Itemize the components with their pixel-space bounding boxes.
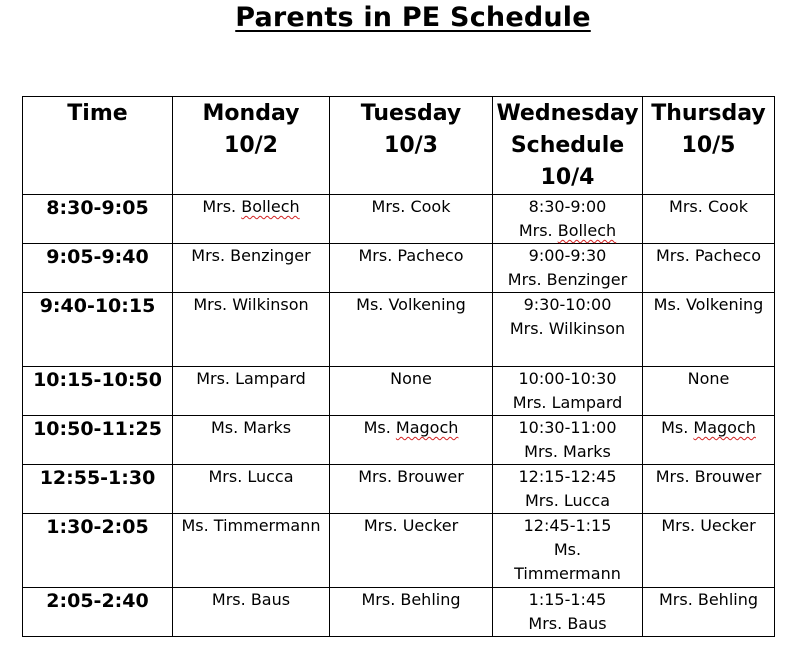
schedule-table bbox=[22, 96, 775, 637]
thursday-cell: Mrs. Pacheco bbox=[643, 244, 775, 293]
wednesday-cell: 8:30-9:00 Mrs. Bollech bbox=[493, 195, 643, 244]
table-row bbox=[23, 465, 775, 514]
wednesday-cell: 9:00-9:30 Mrs. Benzinger bbox=[493, 244, 643, 293]
time-slot: 1:30-2:05 bbox=[23, 514, 173, 588]
monday-cell: Mrs. Benzinger bbox=[173, 244, 330, 293]
time-slot: 9:05-9:40 bbox=[23, 244, 173, 293]
header-tuesday: Tuesday 10/3 bbox=[330, 97, 493, 195]
thursday-cell: None bbox=[643, 367, 775, 416]
spellcheck-word: Magoch bbox=[395, 418, 459, 437]
header-wednesday: Wednesday Schedule 10/4 bbox=[493, 97, 643, 195]
tuesday-cell: Mrs. Uecker bbox=[330, 514, 493, 588]
thursday-cell: Ms. Volkening bbox=[643, 293, 775, 367]
thursday-cell: Mrs. Behling bbox=[643, 588, 775, 637]
monday-cell: Mrs. Lucca bbox=[173, 465, 330, 514]
tuesday-cell: Mrs. Brouwer bbox=[330, 465, 493, 514]
header-time: Time bbox=[23, 97, 173, 195]
tuesday-cell: Mrs. Cook bbox=[330, 195, 493, 244]
monday-cell: Mrs. Lampard bbox=[173, 367, 330, 416]
tuesday-cell: Ms. Volkening bbox=[330, 293, 493, 367]
time-slot: 8:30-9:05 bbox=[23, 195, 173, 244]
thursday-cell: Mrs. Brouwer bbox=[643, 465, 775, 514]
table-row bbox=[23, 293, 775, 367]
thursday-cell: Mrs. Cook bbox=[643, 195, 775, 244]
wednesday-cell: 12:45-1:15 Ms. Timmermann bbox=[493, 514, 643, 588]
wednesday-cell: 10:30-11:00 Mrs. Marks bbox=[493, 416, 643, 465]
table-row bbox=[23, 367, 775, 416]
tuesday-cell: None bbox=[330, 367, 493, 416]
tuesday-cell: Mrs. Pacheco bbox=[330, 244, 493, 293]
header-row bbox=[23, 97, 775, 195]
time-slot: 9:40-10:15 bbox=[23, 293, 173, 367]
thursday-cell: Mrs. Uecker bbox=[643, 514, 775, 588]
monday-cell: Mrs. Bollech bbox=[173, 195, 330, 244]
wednesday-cell: 9:30-10:00 Mrs. Wilkinson bbox=[493, 293, 643, 367]
spellcheck-word: Magoch bbox=[693, 418, 756, 437]
table-row bbox=[23, 588, 775, 637]
spellcheck-word: Bollech bbox=[241, 197, 300, 216]
monday-cell: Mrs. Baus bbox=[173, 588, 330, 637]
header-monday: Monday 10/2 bbox=[173, 97, 330, 195]
tuesday-cell: Ms. Magoch bbox=[330, 416, 493, 465]
spellcheck-word: Bollech bbox=[557, 221, 617, 240]
page-title: Parents in PE Schedule bbox=[235, 2, 591, 33]
wednesday-cell: 12:15-12:45 Mrs. Lucca bbox=[493, 465, 643, 514]
header-thursday: Thursday 10/5 bbox=[643, 97, 775, 195]
monday-cell: Ms. Timmermann bbox=[173, 514, 330, 588]
wednesday-cell: 1:15-1:45 Mrs. Baus bbox=[493, 588, 643, 637]
time-slot: 10:50-11:25 bbox=[23, 416, 173, 465]
thursday-cell: Ms. Magoch bbox=[643, 416, 775, 465]
table-row bbox=[23, 195, 775, 244]
monday-cell: Ms. Marks bbox=[173, 416, 330, 465]
time-slot: 10:15-10:50 bbox=[23, 367, 173, 416]
tuesday-cell: Mrs. Behling bbox=[330, 588, 493, 637]
table-row bbox=[23, 244, 775, 293]
monday-cell: Mrs. Wilkinson bbox=[173, 293, 330, 367]
wednesday-cell: 10:00-10:30 Mrs. Lampard bbox=[493, 367, 643, 416]
table-row bbox=[23, 416, 775, 465]
table-row bbox=[23, 514, 775, 588]
time-slot: 12:55-1:30 bbox=[23, 465, 173, 514]
time-slot: 2:05-2:40 bbox=[23, 588, 173, 637]
